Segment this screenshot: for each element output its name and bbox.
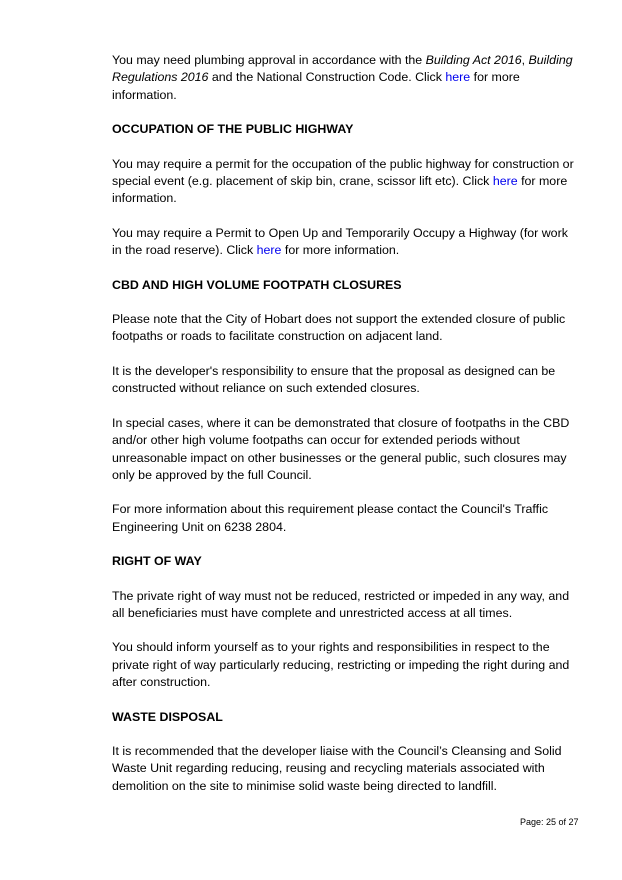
closure-policy-paragraph: Please note that the City of Hobart does not support the extended closure of public footpaths or roads to facilitate construction on adjacent land.	[112, 312, 566, 344]
right-of-way-paragraph: The private right of way must not be reduced, restricted or impeded in any way, and all beneficiaries must have complete and unrestricted access at all times.	[112, 588, 570, 620]
page-content	[112, 52, 580, 812]
plumbing-here-link[interactable]: here	[445, 70, 471, 85]
special-cases-paragraph: In special cases, where it can be demonstrated that closure of footpaths in the CBD and/or other high volume footpaths can occur for extended periods without unreasonable impact on other businesses or the general public, such closures may only be approved by the full Council.	[112, 415, 570, 482]
traffic-contact-paragraph: For more information about this requirement please contact the Council's Traffic Engineering Unit on 6238 2804.	[112, 502, 549, 534]
waste-disposal-paragraph: It is recommended that the developer liaise with the Council’s Cleansing and Solid Waste Unit regarding reducing, reusing and recycling materials associated with demolition on the site to minimise solid waste being directed to landfill.	[112, 743, 562, 793]
highway-permit-here-link[interactable]: here	[492, 174, 518, 189]
heading-waste-disposal: WASTE DISPOSAL	[112, 709, 223, 724]
open-up-highway-here-link[interactable]: here	[256, 243, 282, 258]
open-up-highway-paragraph: You may require a Permit to Open Up and Temporarily Occupy a Highway (for work in the road reserve). Click here for more information.	[112, 225, 568, 258]
rights-responsibilities-paragraph: You should inform yourself as to your rights and responsibilities in respect to the private right of way particularly reducing, restricting or impeding the right during and after construction.	[112, 640, 570, 690]
plumbing-approval-paragraph: You may need plumbing approval in accordance with the Building Act 2016, Building Regulations 2016 and the National Construction Code. Click here for more information.	[112, 53, 573, 102]
heading-cbd-footpath-closures: CBD AND HIGH VOLUME FOOTPATH CLOSURES	[112, 277, 402, 292]
developer-responsibility-paragraph: It is the developer's responsibility to ensure that the proposal as designed can be constructed without reliance on such extended closures.	[112, 363, 556, 396]
heading-occupation-public-highway: OCCUPATION OF THE PUBLIC HIGHWAY	[112, 122, 354, 137]
highway-permit-paragraph: You may require a permit for the occupation of the public highway for construction or special event (e.g. placement of skip bin, crane, scissor lift etc). Click here for more information.	[112, 156, 574, 206]
heading-right-of-way: RIGHT OF WAY	[112, 554, 202, 569]
building-act-title: Building Act 2016	[425, 53, 522, 67]
building-regulations-title: Building Regulations 2016	[112, 53, 573, 85]
page-number: Page: 25 of 27	[520, 817, 579, 827]
